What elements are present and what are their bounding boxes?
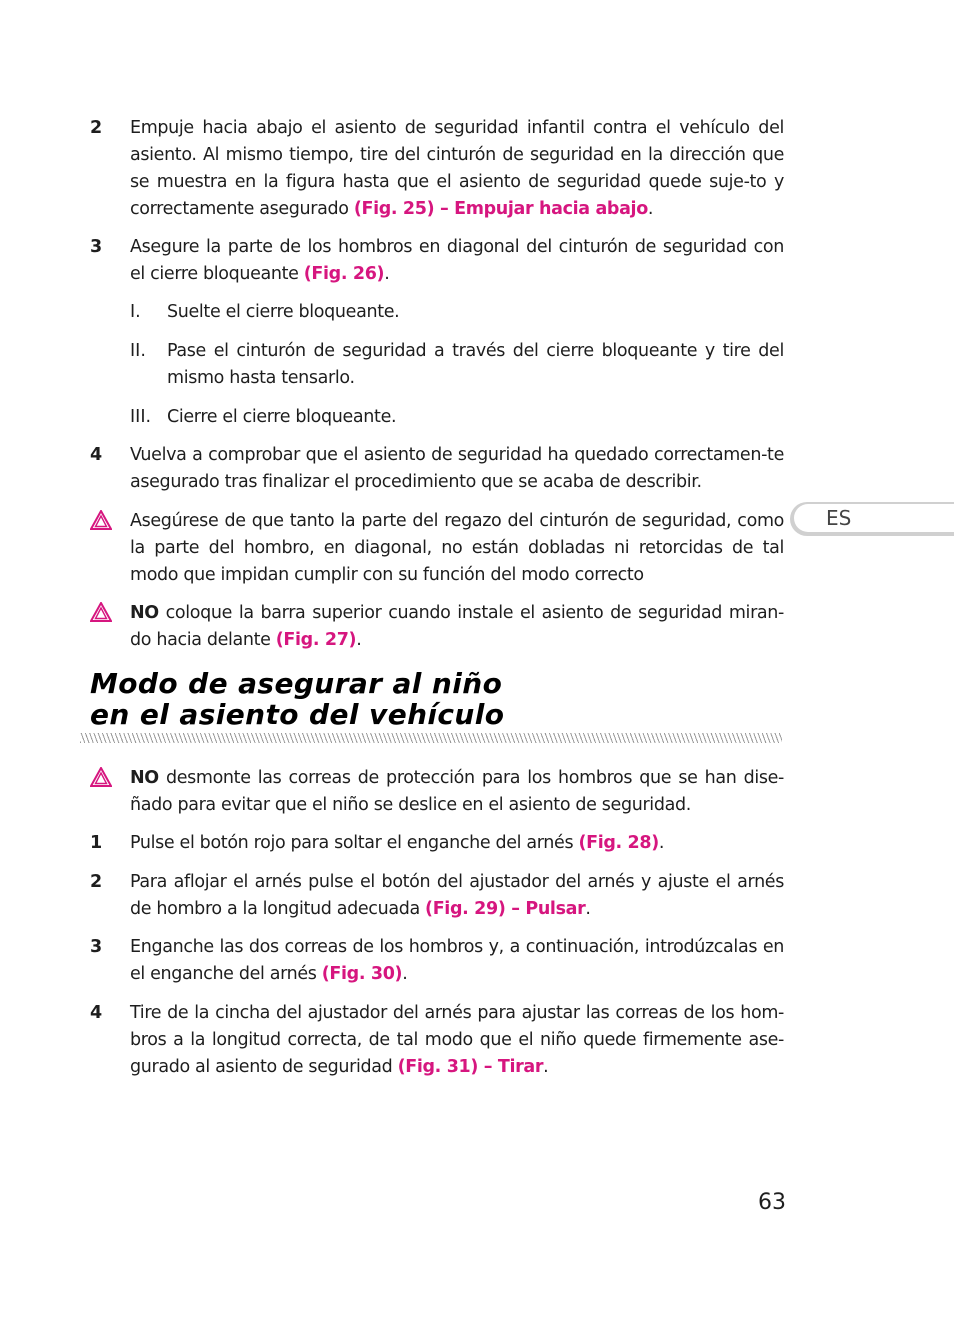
language-tab-inner [794,504,954,532]
step-4 [90,442,784,496]
figure-reference: (Fig. 28) [578,833,659,853]
step-2 [90,869,784,923]
step-1 [90,830,784,857]
step-text: Tire de la cincha del ajustador del arnés para ajustar las correas de los hom-bros a la longitud correcta, de tal modo que el niño quede firmemente ase-gurado al asiento de seguridad (Fig. 31) – Tirar. [130,1003,784,1077]
warning-text: Asegúrese de que tanto la parte del regazo del cinturón de seguridad, como la parte del hombro, en diagonal, no están dobladas ni retorcidas de tal modo que impidan cumplir con su función del modo correcto [130,511,784,585]
step-3 [90,934,784,988]
substep-numeral: II. [130,341,146,361]
step-number: 3 [90,937,103,957]
step-number: 2 [90,872,103,892]
step-2 [90,115,784,223]
substep-i [90,299,784,326]
step-number: 2 [90,118,103,138]
warning-note [90,508,784,589]
step-text: Vuelva a comprobar que el asiento de seguridad ha quedado correctamen-te asegurado tras finalizar el procedimiento que se acaba de describir. [130,445,784,492]
step-number: 3 [90,237,103,257]
step-number: 4 [90,1003,103,1023]
language-label: ES [826,506,852,530]
step-4 [90,1000,784,1081]
warning-triangle-icon [90,510,112,530]
substep-text: Cierre el cierre bloqueante. [167,407,397,427]
step-3 [90,234,784,288]
step-text: Enganche las dos correas de los hombros y, a continuación, introdúzcalas en el enganche del arnés (Fig. 30). [130,937,784,984]
page-number: 63 [758,1190,786,1215]
step-text: Para aflojar el arnés pulse el botón del ajustador del arnés y ajuste el arnés de hombro a la longitud adecuada (Fig. 29) – Pulsar. [130,872,784,919]
warning-triangle-icon [90,767,112,787]
step-text: Asegure la parte de los hombros en diagonal del cinturón de seguridad con el cierre bloqueante (Fig. 26). [130,237,784,284]
warning-note [90,765,784,819]
step-text: Empuje hacia abajo el asiento de seguridad infantil contra el vehículo del asiento. Al mismo tiempo, tire del cinturón de seguridad en la dirección que se muestra en la figura hasta que el asiento de seguridad quede suje-to y correctamente asegurado (Fig. 25) – Empujar hacia abajo. [130,118,784,219]
figure-reference: (Fig. 27) [275,630,357,650]
substep-numeral: I. [130,302,141,322]
figure-reference: (Fig. 26) [303,264,385,284]
warning-triangle-icon [90,602,112,622]
warning-text: NO coloque la barra superior cuando instale el asiento de seguridad miran-do hacia delante (Fig. 27). [130,603,784,650]
figure-reference: (Fig. 29) – Pulsar [425,899,586,919]
warning-text: NO desmonte las correas de protección para los hombros que se han dise-ñado para evitar que el niño se deslice en el asiento de seguridad. [130,768,784,815]
warning-note [90,600,784,654]
figure-reference: (Fig. 31) – Tirar [397,1057,544,1077]
hatched-divider [80,733,782,743]
substep-text: Pase el cinturón de seguridad a través del cierre bloqueante y tire del mismo hasta tensarlo. [167,341,784,388]
step-number: 4 [90,445,103,465]
figure-reference: (Fig. 25) – Empujar hacia abajo [353,199,648,219]
substep-numeral: III. [130,407,152,427]
step-number: 1 [90,833,103,853]
figure-reference: (Fig. 30) [321,964,403,984]
step-text: Pulse el botón rojo para soltar el enganche del arnés (Fig. 28). [130,833,665,853]
substep-iii [90,404,784,431]
substep-ii [90,338,784,392]
substep-text: Suelte el cierre bloqueante. [167,302,400,322]
section-title: Modo de asegurar al niño en el asiento del vehículo [90,667,505,731]
